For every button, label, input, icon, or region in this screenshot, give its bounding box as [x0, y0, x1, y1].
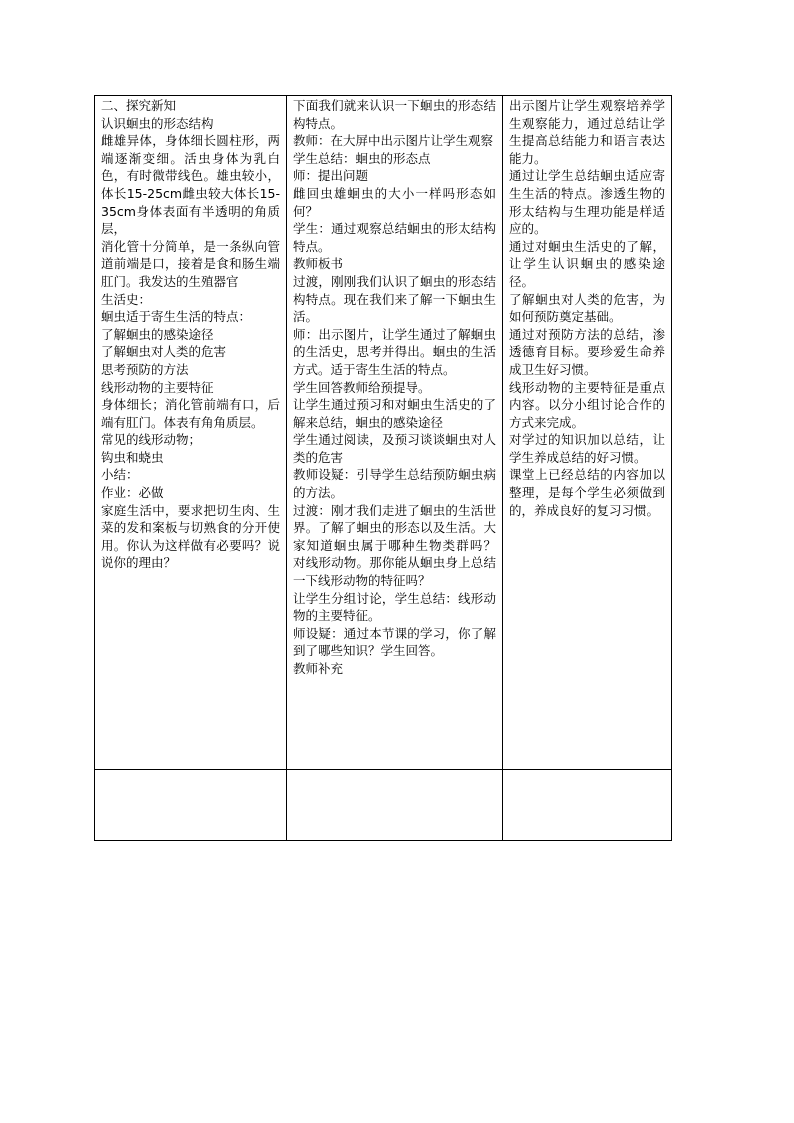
cell-text: 下面我们就来认识一下蛔虫的形态结构特点。	[293, 98, 496, 131]
cell-text: 通过让学生总结蛔虫适应寄生生活的特点。渗透生物的形太结构与生理功能是样适应的。	[509, 168, 665, 237]
cell-text: 身体细长；消化管前端有口，后端有肛门。体表有角角质层。	[101, 397, 280, 430]
cell-text: 了解蛔虫的感染途径	[101, 326, 214, 342]
cell-text: 学生通过阅读，及预习谈谈蛔虫对人类的危害	[293, 432, 496, 465]
cell-text: 家庭生活中，要求把切生肉、生菜的发和案板与切熟食的分开使用。你认为这样做有必要吗？说说你的理由？	[101, 502, 280, 571]
empty-cell	[503, 770, 672, 841]
cell-text: 出示图片让学生观察培养学生观察能力，通过总结让学生提高总结能力和语言表达能力。	[509, 98, 665, 166]
empty-cell	[287, 770, 503, 841]
cell-text: 通过对蛔虫生活史的了解，让学生认识蛔虫的感染途径。	[509, 238, 665, 289]
cell-text: 生活史：	[101, 291, 152, 307]
cell-text: 思考预防的方法	[101, 361, 189, 377]
cell-text: 师设疑：通过本节课的学习，你了解到了哪些知识？学生回答。	[293, 625, 496, 659]
cell-text: 教师设疑：引导学生总结预防蛔虫病的方法。	[293, 467, 496, 501]
cell-text: 二、探究新知	[101, 98, 177, 113]
cell-text: 了解蛔虫对人类的危害，为如何预防奠定基础。	[509, 291, 665, 325]
cell-text: 雌回虫雄蛔虫的大小一样吗形态如何？	[293, 185, 496, 219]
cell-text: 教师补充	[293, 661, 344, 676]
cell-text: 过渡，刚刚我们认识了蛔虫的形态结构特点。现在我们来了解一下蛔虫生活。	[293, 273, 496, 325]
table-row-empty	[95, 770, 672, 841]
lesson-plan-table	[94, 95, 672, 841]
cell-text: 作业：必做	[101, 485, 164, 501]
cell-text: 蛔虫适于寄生生活的特点：	[101, 309, 252, 325]
cell-text: 师：出示图片，让学生通过了解蛔虫的生活史，思考并得出。蛔虫的生活方式。适于寄生生活的特点。	[293, 326, 496, 377]
cell-text: 学生：通过观察总结蛔虫的形太结构特点。	[293, 221, 496, 254]
cell-text: 常见的线形动物；	[101, 432, 202, 448]
cell-text: 课堂上已经总结的内容加以整理，是每个学生必须做到的，养成良好的复习习惯。	[509, 467, 665, 518]
design-intent-column	[503, 96, 672, 770]
cell-text: 线形动物的主要特征	[101, 379, 214, 395]
cell-text: 钩虫和蛲虫	[101, 449, 164, 465]
cell-text: 师：提出问题	[293, 168, 369, 184]
cell-text: 小结：	[101, 467, 139, 483]
cell-text: 学生总结：蛔虫的形态点	[293, 150, 431, 166]
cell-text: 过渡：刚才我们走进了蛔虫的生活世界。了解了蛔虫的形态以及生活。大家知道蛔虫属于哪种生物类群吗？ 对线形动物。那你能从蛔虫身上总结一下线形动物的特征吗？	[293, 502, 496, 589]
cell-text: 学生回答教师给预提导。	[293, 379, 431, 395]
cell-text: 了解蛔虫对人类的危害	[101, 344, 227, 360]
cell-text: 通过对预防方法的总结，渗透德育目标。要珍爱生命养成卫生好习惯。	[509, 326, 665, 377]
empty-cell	[95, 770, 287, 841]
content-column	[95, 96, 287, 770]
cell-text: 认识蛔虫的形态结构	[101, 115, 214, 131]
teaching-process-column	[287, 96, 503, 770]
cell-text: 线形动物的主要特征是重点内容。以分小组讨论合作的方式来完成。	[509, 379, 665, 430]
cell-text: 教师：在大屏中出示图片让学生观察	[293, 133, 494, 149]
cell-text: 让学生分组讨论，学生总结：线形动物的主要特征。	[293, 590, 496, 624]
cell-text: 对学过的知识加以总结，让学生养成总结的好习惯。	[509, 432, 665, 465]
cell-text: 雌雄异体，身体细长圆柱形，两端逐渐变细。活虫身体为乳白色，有时微带线色。雄虫较小，体长15-25cm雌虫较大体长15-35cm身体表面有半透明的角质层，	[101, 133, 280, 237]
table-row	[95, 96, 672, 770]
cell-text: 让学生通过预习和对蛔虫生活史的了解来总结，蛔虫的感染途径	[293, 397, 496, 430]
cell-text: 教师板书	[293, 256, 344, 272]
cell-text: 消化管十分简单，是一条纵向管道前端是口，接着是食和肠生端肛门。我发达的生殖器官	[101, 238, 280, 289]
